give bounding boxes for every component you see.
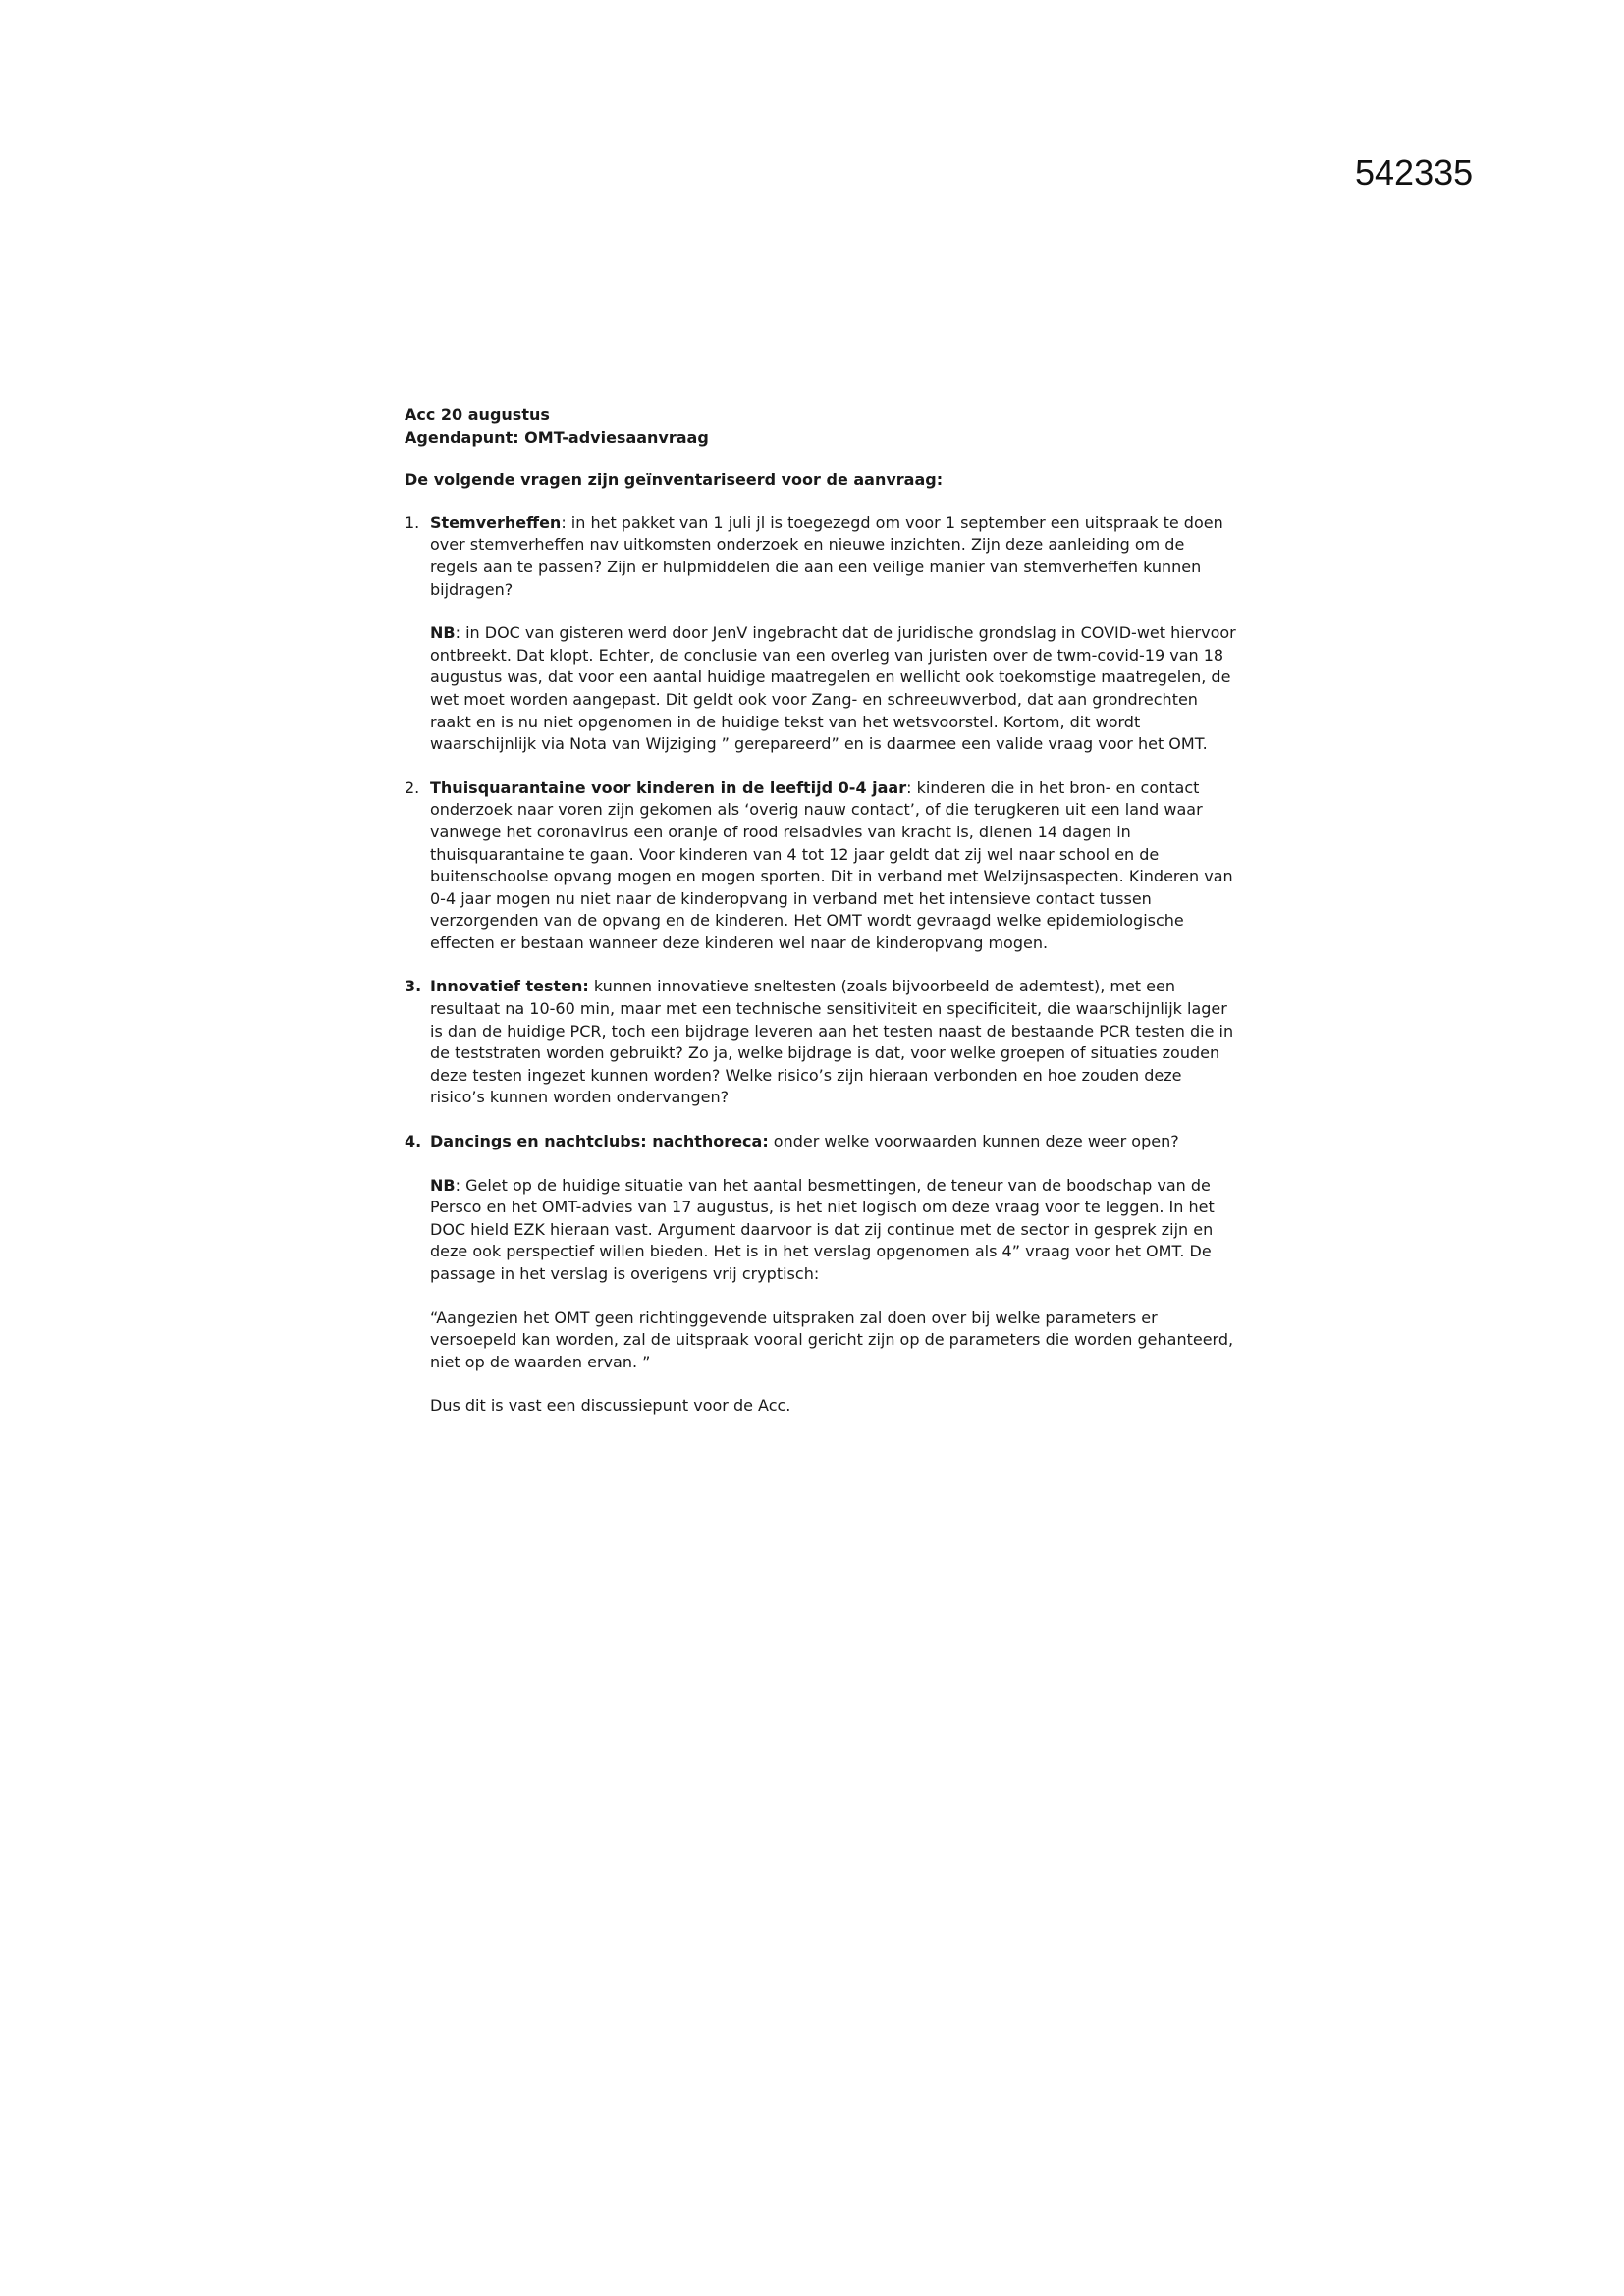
item-number: 3. <box>405 977 422 996</box>
item-note <box>430 622 1237 756</box>
question-item-3 <box>405 976 1237 1109</box>
item-paragraph <box>430 512 1237 601</box>
document-body <box>405 404 1237 1439</box>
item-title: Dancings en nachtclubs: nachthoreca: <box>430 1132 769 1151</box>
question-list <box>405 512 1237 1417</box>
item-text: onder welke voorwaarden kunnen deze weer open? <box>768 1132 1179 1151</box>
note-text: : Gelet op de huidige situatie van het aantal besmettingen, de teneur van de boodschap van de Persco en het OMT-advies van 17 augustus, is het niet logisch om deze vraag voor te leggen. In het DOC hield EZK hieraan vast. Argument daarvoor is dat zij continue met de sector in gesprek zijn en deze ook perspectief willen bieden. Het is in het verslag opgenomen als 4” vraag voor het OMT. De passage in het verslag is overigens vrij cryptisch: <box>430 1175 1215 1283</box>
intro-heading: De volgende vragen zijn geïnventariseerd voor de aanvraag: <box>405 470 944 490</box>
quoted-passage: “Aangezien het OMT geen richtinggevende uitspraken zal doen over bij welke parameters er versoepeld kan worden, zal de uitspraak vooral gericht zijn op de parameters die worden gehanteerd, niet op de waarden ervan. ” <box>430 1308 1234 1371</box>
item-title: Innovatief testen: <box>430 977 589 996</box>
item-text: kunnen innovatieve sneltesten (zoals bijvoorbeeld de ademtest), met een resultaat na 10-60 min, maar met een technische sensitiviteit en specificiteit, die waarschijnlijk lager is dan de huidige PCR, toch een bijdrage leveren aan het testen naast de bestaande PCR testen die in de teststraten worden gebruikt? Zo ja, welke bijdrage is dat, voor welke groepen of situaties zouden deze testen ingezet kunnen worden? Welke risico’s zijn hieraan verbonden en hoe zouden deze risico’s kunnen worden ondervangen? <box>430 977 1234 1107</box>
item-title: Thuisquarantaine voor kinderen in de leeftijd 0-4 jaar <box>430 777 907 797</box>
item-note <box>430 1175 1237 1286</box>
item-number: 4. <box>405 1132 422 1151</box>
note-label: NB <box>430 1175 456 1195</box>
closing-remark: Dus dit is vast een discussiepunt voor de Acc. <box>430 1396 791 1415</box>
question-item-2 <box>405 777 1237 955</box>
item-number: 2. <box>405 777 420 797</box>
item-paragraph <box>430 1131 1237 1153</box>
note-text: : in DOC van gisteren werd door JenV ingebracht dat de juridische grondslag in COVID-wet hiervoor ontbreekt. Dat klopt. Echter, de conclusie van een overleg van juristen over de twm-covid-19 van 18 augustus was, dat voor een aantal huidige maatregelen en wellicht ook toekomstige maatregelen, de wet moet worden aangepast. Dit geldt ook voor Zang- en schreeuwverbod, dat aan grondrechten raakt en is nu niet opgenomen in de huidige tekst van het wetsvoorstel. Kortom, dit wordt waarschijnlijk via Nota van Wijziging ” gerepareerd” en is daarmee een valide vraag voor het OMT. <box>430 623 1236 754</box>
item-title: Stemverheffen <box>430 512 562 532</box>
note-label: NB <box>430 623 456 643</box>
meeting-title: Acc 20 augustus <box>405 405 550 424</box>
document-number: 542335 <box>1355 152 1474 192</box>
question-item-4 <box>405 1131 1237 1417</box>
question-item-1 <box>405 512 1237 756</box>
item-paragraph <box>430 777 1237 955</box>
item-text: : in het pakket van 1 juli jl is toegezegd om voor 1 september een uitspraak te doen over stemverheffen nav uitkomsten onderzoek en nieuwe inzichten. Zijn deze aanleiding om de regels aan te passen? Zijn er hulpmiddelen die aan een veilige manier van stemverheffen kunnen bijdragen? <box>430 512 1223 599</box>
agenda-item: Agendapunt: OMT-adviesaanvraag <box>405 427 709 447</box>
item-number: 1. <box>405 512 420 532</box>
item-text: : kinderen die in het bron- en contact onderzoek naar voren zijn gekomen als ‘overig nauw contact’, of die terugkeren uit een land waar vanwege het coronavirus een oranje of rood reisadvies van kracht is, dienen 14 dagen in thuisquarantaine te gaan. Voor kinderen van 4 tot 12 jaar geldt dat zij wel naar school en de buitenschoolse opvang mogen en mogen sporten. Dit in verband met Welzijnsaspecten. Kinderen van 0-4 jaar mogen nu niet naar de kinderopvang in verband met het intensieve contact tussen verzorgenden van de opvang en de kinderen. Het OMT wordt gevraagd welke epidemiologische effecten er bestaan wanneer deze kinderen wel naar de kinderopvang mogen. <box>430 777 1233 952</box>
item-paragraph <box>430 976 1237 1109</box>
